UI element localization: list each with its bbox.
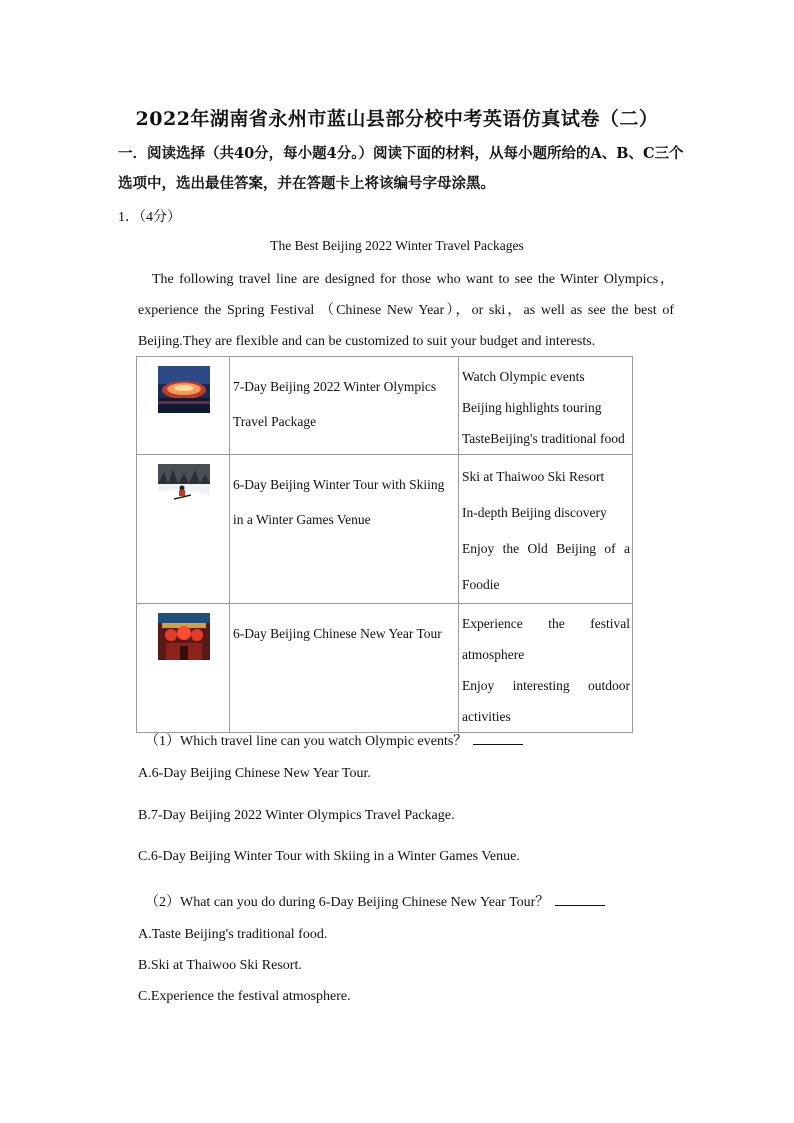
section-instructions: 一．阅读选择（共40分，每小题4分。）阅读下面的材料，从每小题所给的A、B、C三个选项中，选出最佳答案，并在答题卡上将该编号字母涂黑。 bbox=[118, 145, 684, 192]
package-feature: Enjoy the Old Beijing of a Foodie bbox=[462, 541, 630, 592]
package-feature: TasteBeijing's traditional food bbox=[462, 431, 625, 446]
question-stem: （2）What can you do during 6-Day Beijing Chinese New Year Tour？ bbox=[145, 895, 550, 910]
exam-title: 2022年湖南省永州市蓝山县部分校中考英语仿真试卷（二） bbox=[135, 108, 659, 130]
question-2 bbox=[145, 891, 605, 911]
package-feature: Ski at Thaiwoo Ski Resort bbox=[462, 469, 605, 484]
package-name-cell bbox=[230, 357, 459, 455]
option-b[interactable]: B.Ski at Thaiwoo Ski Resort. bbox=[138, 958, 302, 973]
answer-blank[interactable] bbox=[555, 893, 605, 906]
option-b[interactable]: B.7-Day Beijing 2022 Winter Olympics Travel Package. bbox=[138, 808, 455, 823]
package-features-cell bbox=[459, 357, 633, 455]
question-1 bbox=[145, 730, 523, 750]
package-name-cell bbox=[230, 604, 459, 733]
table-row bbox=[137, 455, 633, 604]
birds-nest-stadium-photo bbox=[158, 366, 210, 413]
package-feature: Watch Olympic events bbox=[462, 369, 585, 384]
image-cell bbox=[137, 604, 230, 733]
package-name-cell bbox=[230, 455, 459, 604]
option-a[interactable]: A.Taste Beijing's traditional food. bbox=[138, 927, 328, 942]
package-feature: Beijing highlights touring bbox=[462, 400, 602, 415]
package-features-cell bbox=[459, 604, 633, 733]
package-feature: In-depth Beijing discovery bbox=[462, 505, 607, 520]
passage-body bbox=[138, 264, 674, 357]
skiing-photo bbox=[158, 464, 210, 511]
item-number: 1．（4分） bbox=[118, 210, 181, 225]
package-name: 7-Day Beijing 2022 Winter Olympics Travel Package bbox=[233, 379, 437, 429]
image-cell bbox=[137, 455, 230, 604]
option-a[interactable]: A.6-Day Beijing Chinese New Year Tour. bbox=[138, 766, 371, 781]
package-name: 6-Day Beijing Winter Tour with Skiing in a Winter Games Venue bbox=[233, 477, 445, 527]
package-features-cell bbox=[459, 455, 633, 604]
passage-title: The Best Beijing 2022 Winter Travel Packages bbox=[270, 238, 524, 253]
chinese-new-year-lanterns-photo bbox=[158, 613, 210, 660]
option-c[interactable]: C.Experience the festival atmosphere. bbox=[138, 989, 351, 1004]
answer-blank[interactable] bbox=[473, 732, 523, 745]
question-stem: （1）Which travel line can you watch Olympic events？ bbox=[145, 734, 468, 749]
travel-packages-table bbox=[136, 356, 633, 733]
table-row bbox=[137, 604, 633, 733]
package-name: 6-Day Beijing Chinese New Year Tour bbox=[233, 626, 442, 641]
passage-text: The following travel line are designed for those who want to see the Winter Olympics，experience the Spring Festival （Chinese New Year），or ski，as well as see the best of Beijing.They are flexible and can be customized to suit your budget and interests. bbox=[138, 272, 674, 349]
image-cell bbox=[137, 357, 230, 455]
package-feature: Experience the festival atmosphere bbox=[462, 616, 630, 662]
option-c[interactable]: C.6-Day Beijing Winter Tour with Skiing in a Winter Games Venue. bbox=[138, 849, 520, 864]
table-row bbox=[137, 357, 633, 455]
package-feature: Enjoy interesting outdoor activities bbox=[462, 678, 630, 724]
